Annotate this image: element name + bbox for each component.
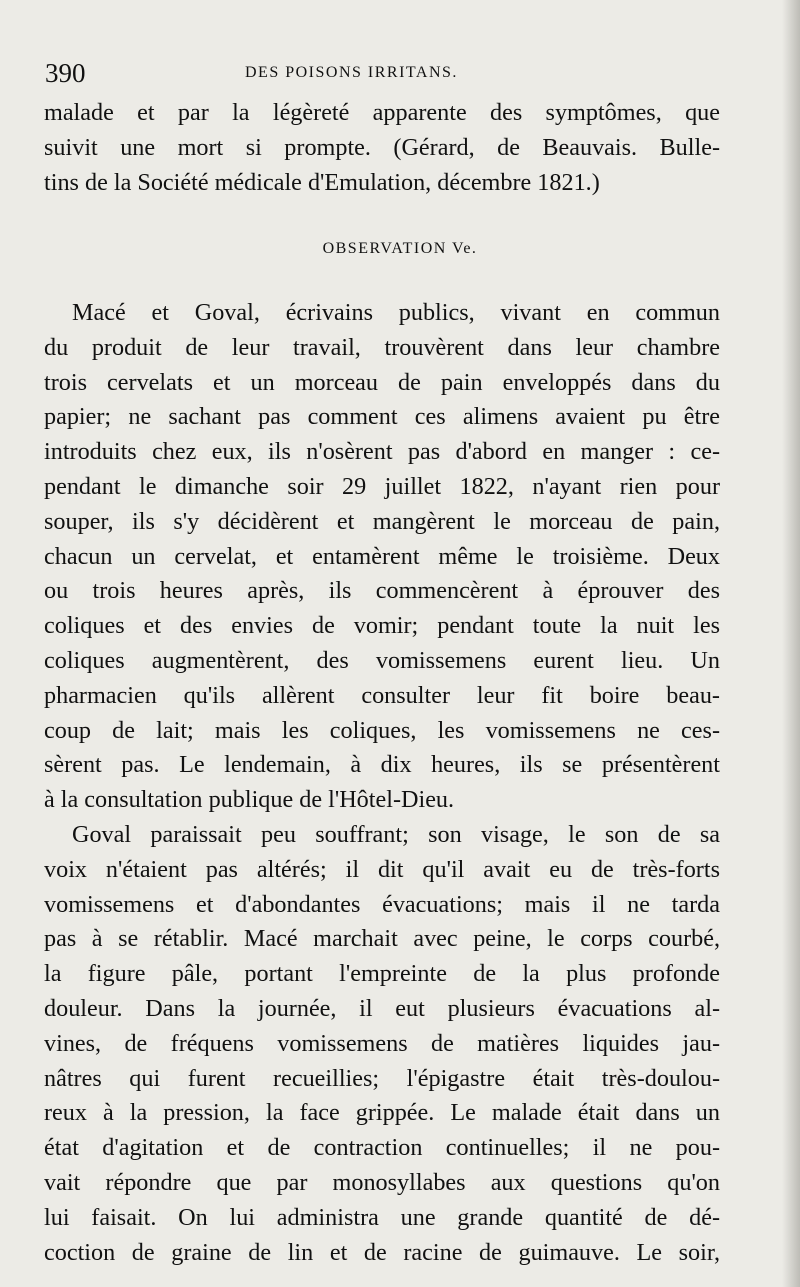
intro-text	[44, 96, 720, 200]
text-line: introduits chez eux, ils n'osèrent pas d'abord en manger : ce-	[44, 438, 720, 466]
text-line: la figure pâle, portant l'empreinte de la plus profonde	[44, 960, 720, 988]
text-line: lui faisait. On lui administra une grande quantité de dé-	[44, 1203, 720, 1231]
text-line: trois cervelats et un morceau de pain enveloppés dans du	[44, 368, 720, 396]
text-line: papier; ne sachant pas comment ces alimens avaient pu être	[44, 403, 720, 431]
text-line: pharmacien qu'ils allèrent consulter leur fit boire beau-	[44, 681, 720, 709]
text-line: pendant le dimanche soir 29 juillet 1822, n'ayant rien pour	[44, 472, 720, 500]
text-line: suivit une mort si prompte. (Gérard, de Beauvais. Bulle-	[44, 133, 720, 161]
text-line: coliques et des envies de vomir; pendant toute la nuit les	[44, 612, 720, 640]
text-line: malade et par la légèreté apparente des symptômes, que	[44, 99, 720, 126]
text-line: ou trois heures après, ils commencèrent à éprouver des	[44, 577, 720, 605]
text-line: reux à la pression, la face grippée. Le malade était dans un	[44, 1099, 720, 1127]
text-line: vait répondre que par monosyllabes aux questions qu'on	[44, 1168, 720, 1196]
text-line: douleur. Dans la journée, il eut plusieurs évacuations al-	[44, 994, 720, 1022]
paragraph-2	[44, 818, 720, 1270]
text-line: Macé et Goval, écrivains publics, vivant en commun	[72, 299, 720, 326]
observation-title: OBSERVATION Ve.	[322, 240, 478, 257]
text-line: tins de la Société médicale d'Emulation, décembre 1821.)	[44, 168, 600, 196]
text-line: nâtres qui furent recueillies; l'épigastre était très-doulou-	[44, 1064, 720, 1092]
text-line: état d'agitation et de contraction continuelles; il ne pou-	[44, 1134, 720, 1162]
text-line: du produit de leur travail, trouvèrent dans leur chambre	[44, 333, 720, 361]
text-line: coction de graine de lin et de racine de guimauve. Le soir,	[44, 1238, 720, 1266]
text-line: coliques augmentèrent, des vomissemens eurent lieu. Un	[44, 646, 720, 674]
text-line: coup de lait; mais les coliques, les vomissemens ne ces-	[44, 716, 720, 744]
text-line: à la consultation publique de l'Hôtel-Dieu.	[44, 786, 455, 814]
page-edge-shadow	[782, 0, 800, 1287]
text-line: voix n'étaient pas altérés; il dit qu'il avait eu de très-forts	[44, 855, 720, 883]
text-line: souper, ils s'y décidèrent et mangèrent le morceau de pain,	[44, 507, 720, 535]
running-head: DES POISONS IRRITANS.	[245, 64, 458, 81]
text-line: sèrent pas. Le lendemain, à dix heures, ils se présentèrent	[44, 751, 720, 779]
text-line: Goval paraissait peu souffrant; son visage, le son de sa	[72, 821, 720, 848]
paragraph-1	[44, 296, 720, 818]
text-line: vomissemens et d'abondantes évacuations; mais il ne tarda	[44, 890, 720, 918]
page-header	[45, 58, 745, 90]
text-line: pas à se rétablir. Macé marchait avec peine, le corps courbé,	[44, 925, 720, 953]
page-number: 390	[45, 58, 86, 88]
text-line: chacun un cervelat, et entamèrent même le troisième. Deux	[44, 542, 720, 570]
text-line: vines, de fréquens vomissemens de matières liquides jau-	[44, 1029, 720, 1057]
